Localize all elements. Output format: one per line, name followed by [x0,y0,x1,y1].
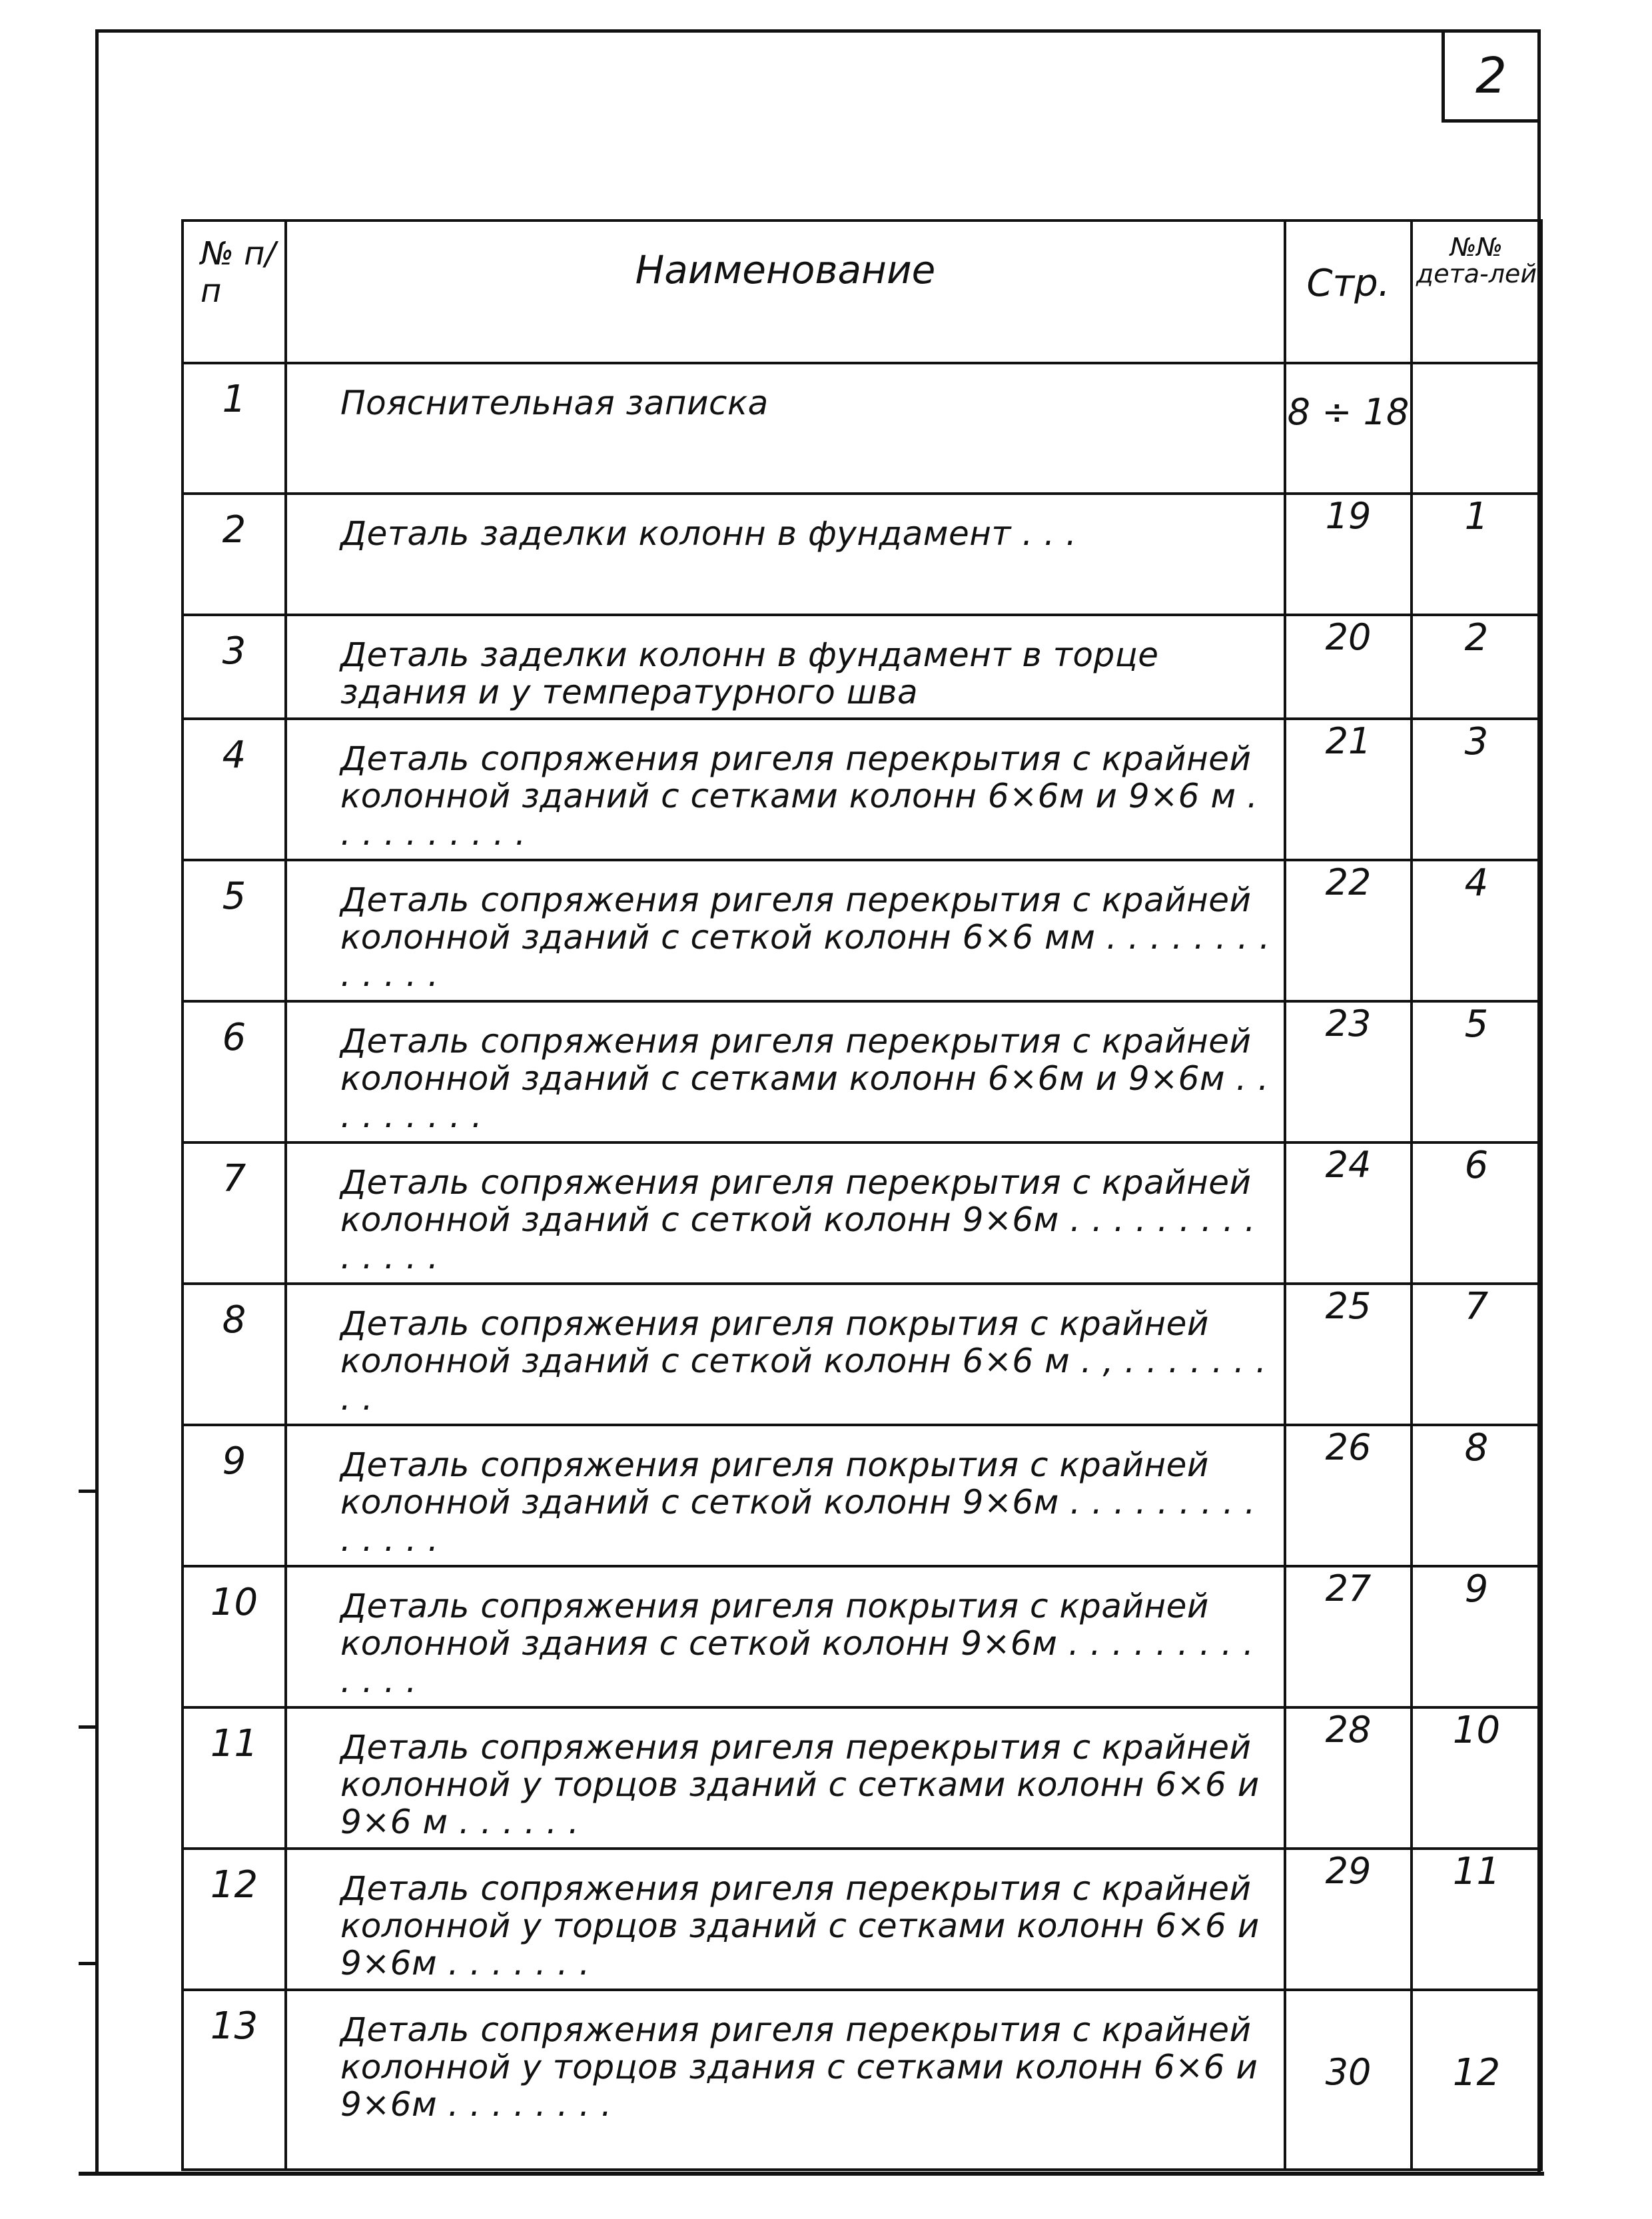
table-row [183,719,1541,860]
table-row [183,1849,1541,1990]
row-detail: 7 [1412,1284,1541,1425]
row-name: Пояснительная записка [286,363,1285,494]
row-name: Деталь сопряжения ригеля покрытия с крайней колонной здания с сеткой колонн 9×6м . . . . . . . . . . . . . [286,1566,1285,1707]
header-detail: №№ дета-лей [1412,221,1541,363]
page-number-box [1442,29,1541,123]
row-number: 2 [183,494,286,615]
row-number: 5 [183,860,286,1001]
header-page: Стр. [1285,221,1412,363]
row-detail [1412,363,1541,494]
row-detail: 11 [1412,1849,1541,1990]
header-number: № п/п [183,221,286,363]
row-page: 22 [1285,860,1412,1001]
row-name: Деталь сопряжения ригеля перекрытия с крайней колонной зданий с сетками колонн 6×6м и 9×6 м . . . . . . . . . . [286,719,1285,860]
row-page: 8 ÷ 18 [1285,363,1412,494]
row-name: Деталь сопряжения ригеля перекрытия с крайней колонной зданий с сетками колонн 6×6м и 9×6м . . . . . . . . . [286,1001,1285,1142]
row-name: Деталь сопряжения ригеля перекрытия с крайней колонной зданий с сеткой колонн 6×6 мм . . . . . . . . . . . . . [286,860,1285,1001]
row-name: Деталь заделки колонн в фундамент в торце здания и у температурного шва [286,615,1285,719]
row-number: 8 [183,1284,286,1425]
row-page: 28 [1285,1707,1412,1849]
row-number: 4 [183,719,286,860]
table-row [183,615,1541,719]
row-name: Деталь сопряжения ригеля перекрытия с крайней колонной у торцов зданий с сетками колонн 6×6 и 9×6м . . . . . . . [286,1849,1285,1990]
row-name: Деталь сопряжения ригеля перекрытия с крайней колонной у торцов зданий с сетками колонн 6×6 и 9×6 м . . . . . . [286,1707,1285,1849]
row-name: Деталь сопряжения ригеля перекрытия с крайней колонной у торцов здания с сетками колонн 6×6 и 9×6м . . . . . . . . [286,1990,1285,2170]
row-detail: 4 [1412,860,1541,1001]
header-row [183,221,1541,363]
row-number: 7 [183,1142,286,1284]
row-name: Деталь сопряжения ригеля перекрытия с крайней колонной зданий с сеткой колонн 9×6м . . . . . . . . . . . . . . [286,1142,1285,1284]
row-detail: 1 [1412,494,1541,615]
row-detail: 8 [1412,1425,1541,1566]
row-number: 11 [183,1707,286,1849]
row-page: 19 [1285,494,1412,615]
table-row [183,1425,1541,1566]
margin-tick [79,1490,99,1493]
margin-tick [79,1725,99,1729]
table-row [183,1566,1541,1707]
table-row [183,1990,1541,2170]
row-page: 24 [1285,1142,1412,1284]
page-number: 2 [1475,47,1507,105]
row-detail: 9 [1412,1566,1541,1707]
row-name: Деталь заделки колонн в фундамент . . . [286,494,1285,615]
row-detail: 2 [1412,615,1541,719]
row-detail: 6 [1412,1142,1541,1284]
table-row [183,860,1541,1001]
table-row [183,1001,1541,1142]
header-name: Наименование [286,221,1285,363]
row-page: 23 [1285,1001,1412,1142]
table-row [183,494,1541,615]
row-number: 13 [183,1990,286,2170]
row-page: 25 [1285,1284,1412,1425]
table-row [183,1707,1541,1849]
row-name: Деталь сопряжения ригеля покрытия с крайней колонной зданий с сеткой колонн 6×6 м . , . . . . . . . . . [286,1284,1285,1425]
row-page: 29 [1285,1849,1412,1990]
row-detail: 10 [1412,1707,1541,1849]
row-detail: 5 [1412,1001,1541,1142]
row-number: 6 [183,1001,286,1142]
row-page: 21 [1285,719,1412,860]
row-number: 1 [183,363,286,494]
margin-tick [79,1962,99,1965]
row-number: 10 [183,1566,286,1707]
row-detail: 12 [1412,1990,1541,2170]
row-page: 30 [1285,1990,1412,2170]
row-page: 26 [1285,1425,1412,1566]
bottom-border-line [79,2172,1544,2176]
row-name: Деталь сопряжения ригеля покрытия с крайней колонной зданий с сеткой колонн 9×6м . . . . . . . . . . . . . . [286,1425,1285,1566]
row-number: 3 [183,615,286,719]
table-row [183,1142,1541,1284]
row-number: 9 [183,1425,286,1566]
row-detail: 3 [1412,719,1541,860]
table-row [183,363,1541,494]
row-page: 20 [1285,615,1412,719]
row-page: 27 [1285,1566,1412,1707]
row-number: 12 [183,1849,286,1990]
contents-table [181,219,1543,2171]
table-row [183,1284,1541,1425]
